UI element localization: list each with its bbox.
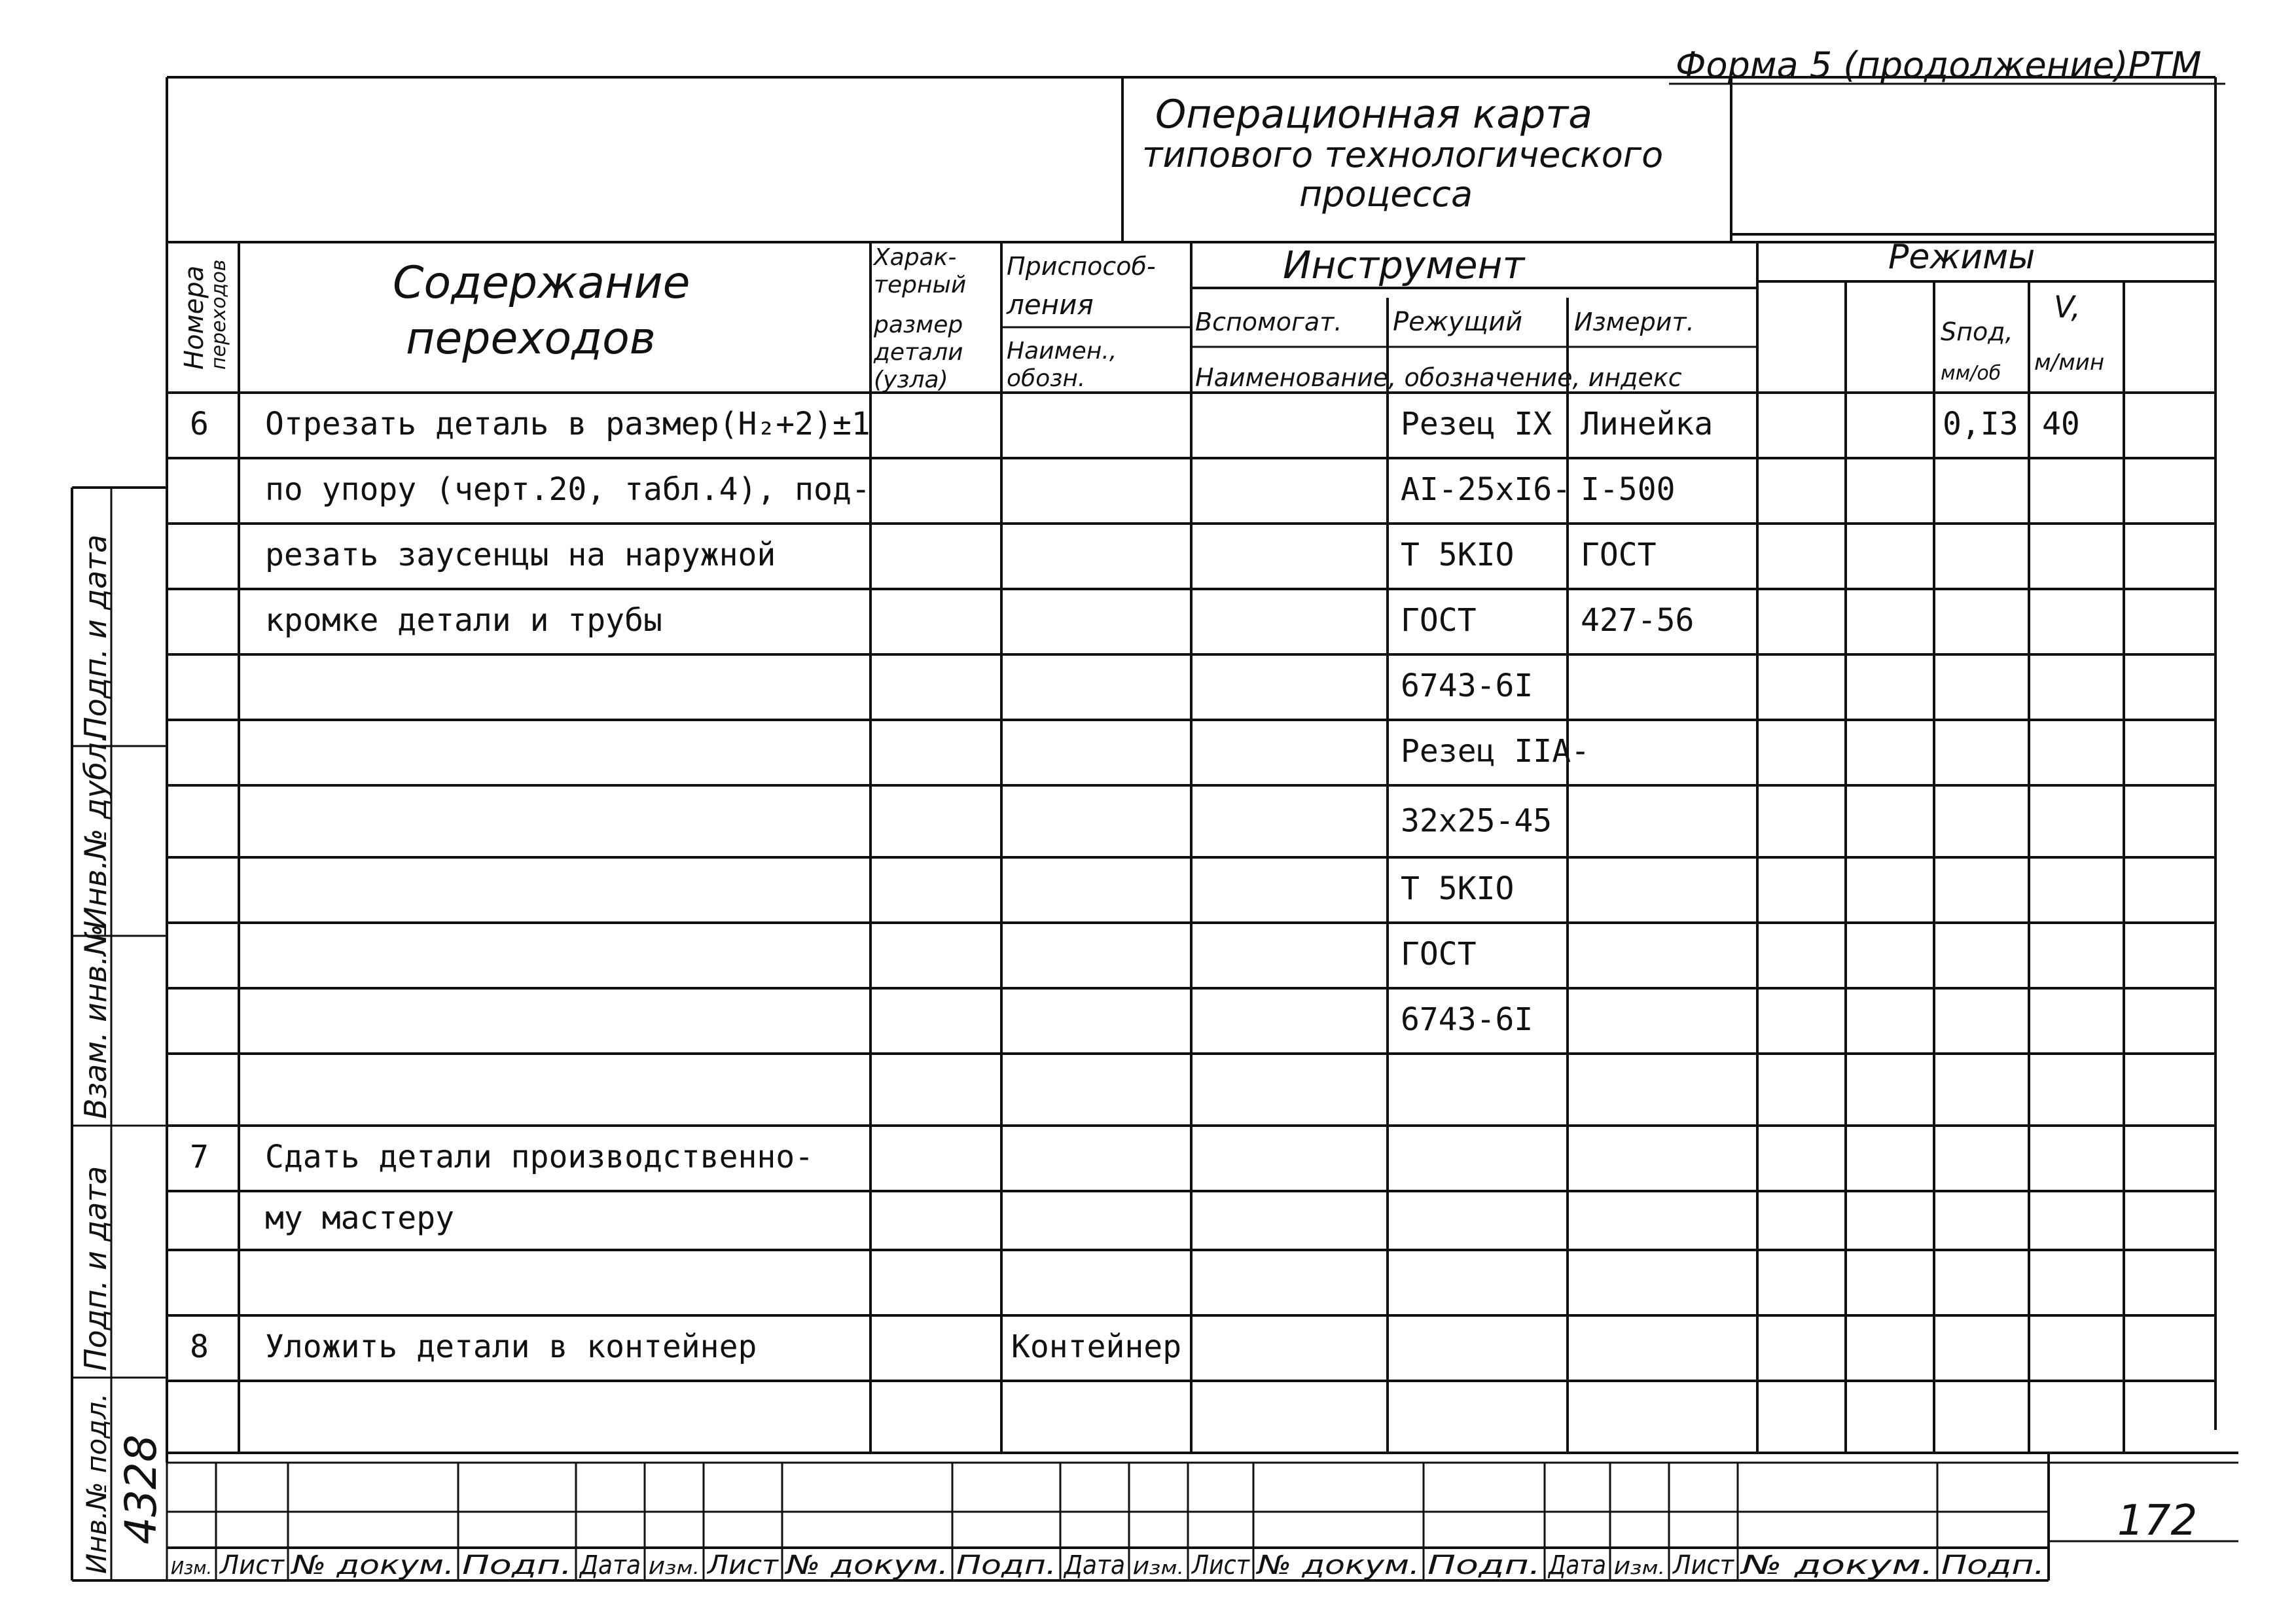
num-header-line-1: Номера [179, 265, 209, 370]
cut-header: Режущий [1393, 307, 1523, 337]
size-header-line-4: детали [874, 339, 963, 366]
content-header-line-1: Содержание [393, 257, 691, 309]
aux-header: Вспомогат. [1195, 308, 1342, 336]
cell-content: резать заусенцы на наружной [265, 537, 776, 573]
naming-header: Наименование, обозначение, индекс [1195, 363, 1682, 392]
footer-label: Лист [1191, 1550, 1251, 1580]
cell-meas: 427-56 [1581, 602, 1695, 639]
s-header-line-1: Sпод, [1941, 317, 2013, 346]
footer-label: Изм. [1133, 1557, 1184, 1578]
cell-content: Уложить детали в контейнер [265, 1329, 757, 1365]
page-number: 172 [2117, 1497, 2198, 1545]
cell-content: Отрезать деталь в размер(Н₂+2)±1 [265, 406, 870, 442]
cell-v: 40 [2042, 406, 2080, 442]
footer-label: № докум. [1255, 1550, 1420, 1580]
footer-label: Изм. [649, 1557, 700, 1578]
fixture-header-line-3: Наимен., [1007, 338, 1117, 365]
cell-meas: Линейка [1581, 406, 1713, 442]
footer-label: Подп. [1427, 1550, 1541, 1580]
cell-content: му мастеру [265, 1200, 454, 1237]
footer-label: Дата [579, 1550, 641, 1580]
size-header-line-3: размер [874, 312, 963, 338]
title-line-3: процесса [1299, 173, 1473, 215]
cell-cut: 6743-6I [1401, 1001, 1534, 1038]
footer-label: № докум. [784, 1550, 948, 1580]
side-orig-inv-value: 4328 [116, 1435, 166, 1544]
size-header-line-2: терный [874, 272, 967, 298]
side-label-sign-date-2: Подп. и дата [78, 1166, 113, 1371]
tool-header: Инструмент [1283, 243, 1525, 287]
cell-cut: АI-25хI6- [1401, 471, 1571, 508]
side-label-dup-inv: Инв.№ дубл. [78, 732, 113, 929]
cell-cut: ГОСТ [1401, 936, 1477, 972]
cell-num: 6 [190, 406, 209, 442]
cell-cut: Т 5КIO [1401, 870, 1515, 907]
footer-label: Дата [1063, 1550, 1125, 1580]
title-line-1: Операционная карта [1155, 92, 1592, 137]
footer-label: № докум. [1740, 1550, 1933, 1580]
cell-fixture: Контейнер [1011, 1329, 1182, 1365]
cell-meas: I-500 [1581, 471, 1676, 508]
title-line-2: типового технологического [1142, 134, 1664, 175]
num-header [179, 260, 230, 370]
footer-label: № докум. [290, 1550, 454, 1580]
fixture-header-line-2: ления [1007, 289, 1094, 321]
cell-content: кромке детали и трубы [265, 602, 662, 639]
footer-label: Лист [706, 1550, 780, 1580]
cell-cut: Т 5КIO [1401, 537, 1515, 573]
meas-header: Измерит. [1574, 308, 1695, 336]
footer-label: Изм. [1614, 1557, 1665, 1578]
cell-s: 0,I3 [1943, 406, 2018, 442]
modes-header: Режимы [1888, 238, 2036, 277]
side-label-sign-date-1: Подп. и дата [78, 534, 113, 740]
num-header-line-2: переходов [207, 259, 230, 370]
footer-label: Дата [1547, 1550, 1606, 1580]
cell-content: Сдать детали производственно- [265, 1139, 814, 1175]
fixture-header-line-4: обозн. [1007, 365, 1086, 392]
cell-cut: 6743-6I [1401, 668, 1534, 704]
footer-label: Подп. [462, 1550, 572, 1580]
v-header-line-1: V, [2054, 289, 2081, 325]
side-label-repl-inv: Взам. инв.№ [78, 924, 113, 1119]
size-header-line-5: (узла) [874, 366, 948, 393]
footer-label: Лист [1672, 1550, 1735, 1580]
side-label-orig-inv: Инв.№ подл. [81, 1393, 113, 1574]
cell-content: по упору (черт.20, табл.4), под- [265, 471, 870, 508]
footer-label: Подп. [1941, 1550, 2045, 1580]
form-label: Форма 5 (продолжение)РТМ [1676, 45, 2202, 86]
s-header-line-2: мм/об [1941, 362, 2001, 385]
cell-num: 8 [190, 1329, 209, 1365]
cell-cut: Резец IX [1401, 406, 1552, 442]
content-header-line-2: переходов [406, 313, 656, 365]
footer-labels [167, 1463, 2049, 1580]
footer-label: Изм. [171, 1557, 212, 1578]
cell-cut: ГОСТ [1401, 602, 1477, 639]
cell-cut: Резец IIА- [1401, 733, 1590, 770]
v-header-line-2: м/мин [2034, 349, 2105, 376]
footer-label: Лист [219, 1550, 285, 1580]
fixture-header-line-1: Приспособ- [1007, 252, 1156, 281]
size-header-line-1: Харак- [874, 244, 957, 271]
cell-cut: 32х25-45 [1401, 802, 1552, 840]
cell-num: 7 [190, 1139, 209, 1175]
footer-label: Подп. [956, 1550, 1056, 1580]
cell-meas: ГОСТ [1581, 537, 1657, 573]
